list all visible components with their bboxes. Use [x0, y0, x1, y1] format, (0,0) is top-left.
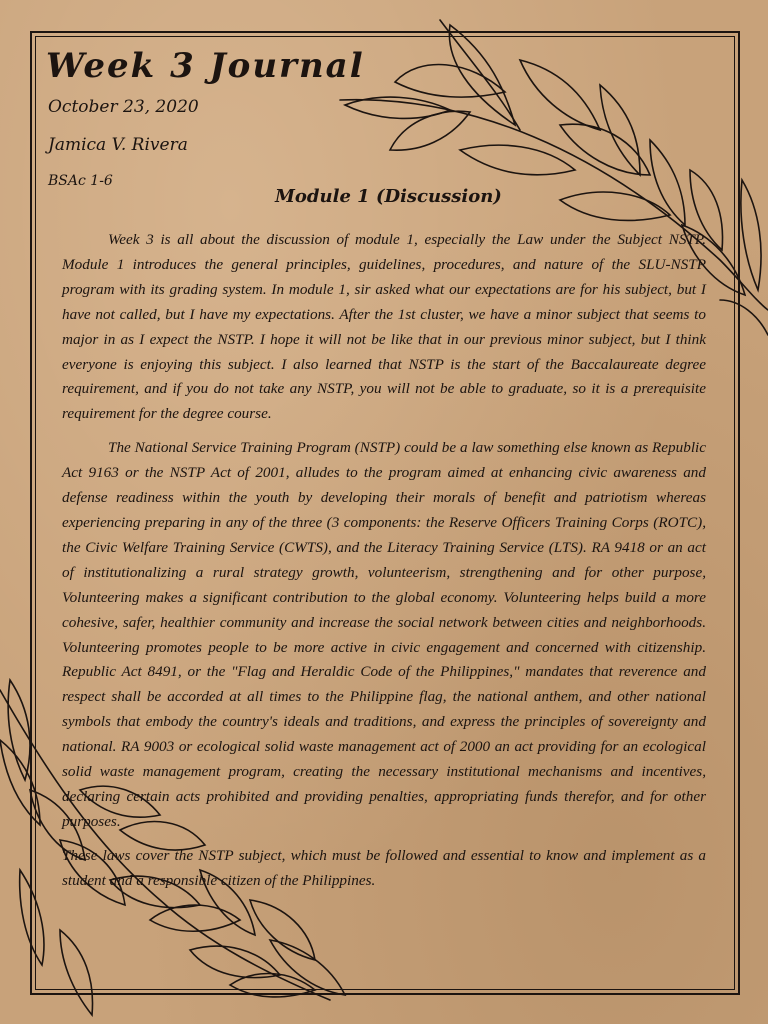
class-section: BSAc 1-6	[48, 173, 113, 189]
paragraph-2: The National Service Training Program (NSTP) could be a law something else known as Republic Act 9163 or the NSTP Act of 2001, alludes to the program aimed at enhancing civic awareness and defense readiness within the youth by developing their morals of benefit and patriotism whereas experiencing preparing in any of the three (3 components: the Reserve Officers Training Corps (ROTC), the Civic Welfare Training Service (CWTS), and the Literacy Training Service (LTS). RA 9418 or an act of institutionalizing a rural strategy growth, volunteerism, strengthening and for other purpose, Volunteering makes a significant contribution to the global economy. Volunteering helps build a more cohesive, safer, healthier community and increase the social network between cities and neighborhoods. Volunteering promotes people to be more active in civic engagement and concerned with citizenship. Republic Act 8491, or the "Flag and Heraldic Code of the Philippines," mandates that reverence and respect shall be accorded at all times to the Philippine flag, the national anthem, and other national symbols that embody the country's ideals and traditions, and express the principles of sovereignty and national. RA 9003 or ecological solid waste management act of 2000 an act providing for an ecological solid waste management program, creating the necessary institutional mechanisms and incentives, declaring certain acts prohibited and providing penalties, appropriating funds therefor, and for other purposes.	[62, 439, 706, 830]
paragraph-3: These laws cover the NSTP subject, which must be followed and essential to know and implement as a student and a responsible citizen of the Philippines.	[62, 846, 706, 889]
journal-date: October 23, 2020	[48, 97, 199, 117]
journal-title: Week 3 Journal	[46, 46, 365, 86]
journal-body	[62, 228, 706, 903]
paragraph-1: Week 3 is all about the discussion of module 1, especially the Law under the Subject NSTP. Module 1 introduces the general principles, guidelines, procedures, and nature of the SLU-NSTP program with its grading system. In module 1, sir asked what our expectations are for his subject, but I have not called, but I have my expectations. After the 1st cluster, we have a minor subject that seems to major in as I expect the NSTP. I hope it will not be like that in our previous minor subject, but I think everyone is enjoying this subject. I also learned that NSTP is the start of the Baccalaureate degree requirement, and if you do not take any NSTP, you will not be able to graduate, so it is a prerequisite requirement for the degree course.	[62, 231, 706, 423]
module-heading: Module 1 (Discussion)	[275, 186, 502, 207]
student-name: Jamica V. Rivera	[48, 135, 188, 155]
